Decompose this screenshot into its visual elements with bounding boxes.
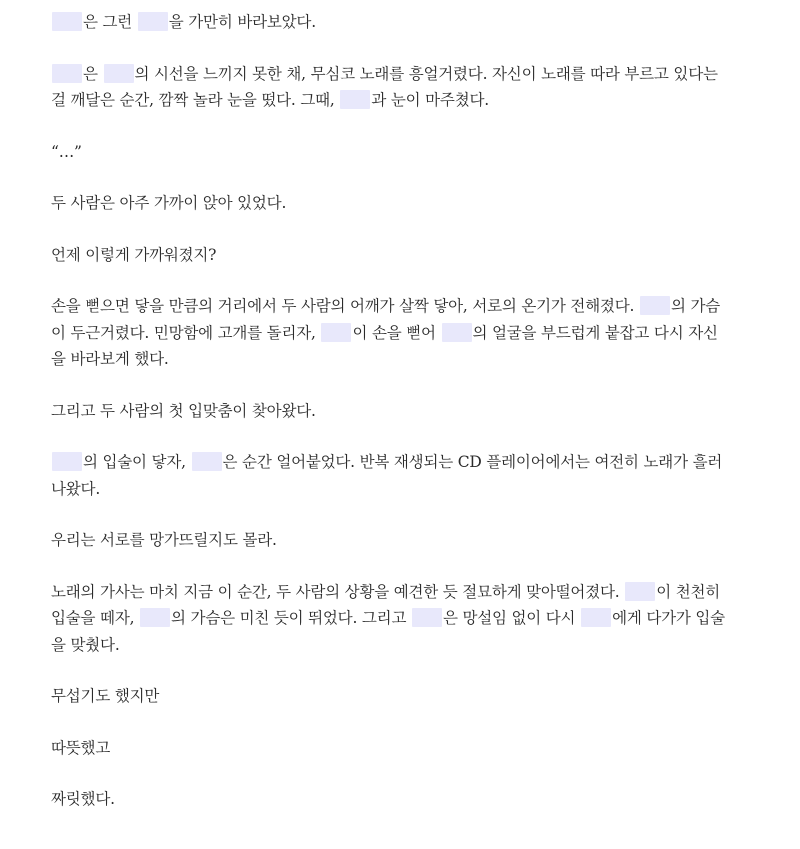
text-run: 에게 다가가 입술을 맞췄다. [51,609,725,654]
paragraph [51,786,731,813]
paragraph [51,190,731,217]
redacted-name [412,608,442,627]
text-run: 무섭기도 했지만 [51,687,160,705]
paragraph [51,61,731,114]
text-run: 은 망설임 없이 다시 [442,609,581,627]
paragraph [51,579,731,659]
paragraph [51,527,731,554]
text-run: 은 그런 [83,13,137,31]
text-run: 의 시선을 느끼지 못한 채, 무심코 노래를 흥얼거렸다. 자신이 노래를 따라 부르고 있다는 걸 깨달은 순간, 깜짝 놀라 눈을 떴다. 그때, [51,64,718,109]
redacted-name [52,12,82,31]
redacted-name [581,608,611,627]
redacted-name [321,323,351,342]
text-run: 과 눈이 마주쳤다. [371,91,489,109]
text-run: 언제 이렇게 가까워졌지? [51,245,217,264]
text-run: 을 가만히 바라보았다. [168,13,316,31]
text-run: 이 손을 뻗어 [352,323,441,342]
text-run: 두 사람은 아주 가까이 앉아 있었다. [51,194,287,212]
text-run: 그리고 두 사람의 첫 입맞춤이 찾아왔다. [51,401,316,420]
text-run: 의 가슴은 미친 듯이 뛰었다. 그리고 [171,609,411,627]
text-run: 은 순간 얼어붙었다. 반복 재생되는 CD 플레이어에서는 여전히 노래가 흘러나왔다. [51,453,723,498]
redacted-name [640,296,670,315]
paragraph [51,139,731,166]
text-run: 짜릿했다. [51,790,115,808]
story-text [51,9,731,838]
text-run: 은 [83,64,103,83]
paragraph [51,449,731,502]
paragraph [51,242,731,269]
redacted-name [52,452,82,471]
redacted-name [442,323,472,342]
text-run: 의 가슴이 두근거렸다. 민망함에 고개를 돌리자, [51,297,721,342]
text-run: 이 천천히 입술을 떼자, [51,582,721,627]
text-run: 의 얼굴을 부드럽게 붙잡고 다시 자신을 바라보게 했다. [51,323,718,368]
paragraph [51,9,731,36]
redacted-name [138,12,168,31]
text-run: 의 입술이 닿자, [83,453,191,471]
redacted-name [140,608,170,627]
redacted-name [104,64,134,83]
paragraph [51,293,731,373]
text-run: 따뜻했고 [51,738,111,757]
text-run: 노래의 가사는 마치 지금 이 순간, 두 사람의 상황을 예견한 듯 절묘하게 맞아떨어졌다. [51,582,625,601]
redacted-name [340,90,370,109]
redacted-name [192,452,222,471]
paragraph [51,398,731,425]
paragraph [51,683,731,710]
paragraph [51,735,731,762]
text-run: 우리는 서로를 망가뜨릴지도 몰라. [51,531,277,549]
text-run: “…” [51,142,82,161]
redacted-name [625,582,655,601]
redacted-name [52,64,82,83]
text-run: 손을 뻗으면 닿을 만큼의 거리에서 두 사람의 어깨가 살짝 닿아, 서로의 온기가 전해졌다. [51,297,639,315]
